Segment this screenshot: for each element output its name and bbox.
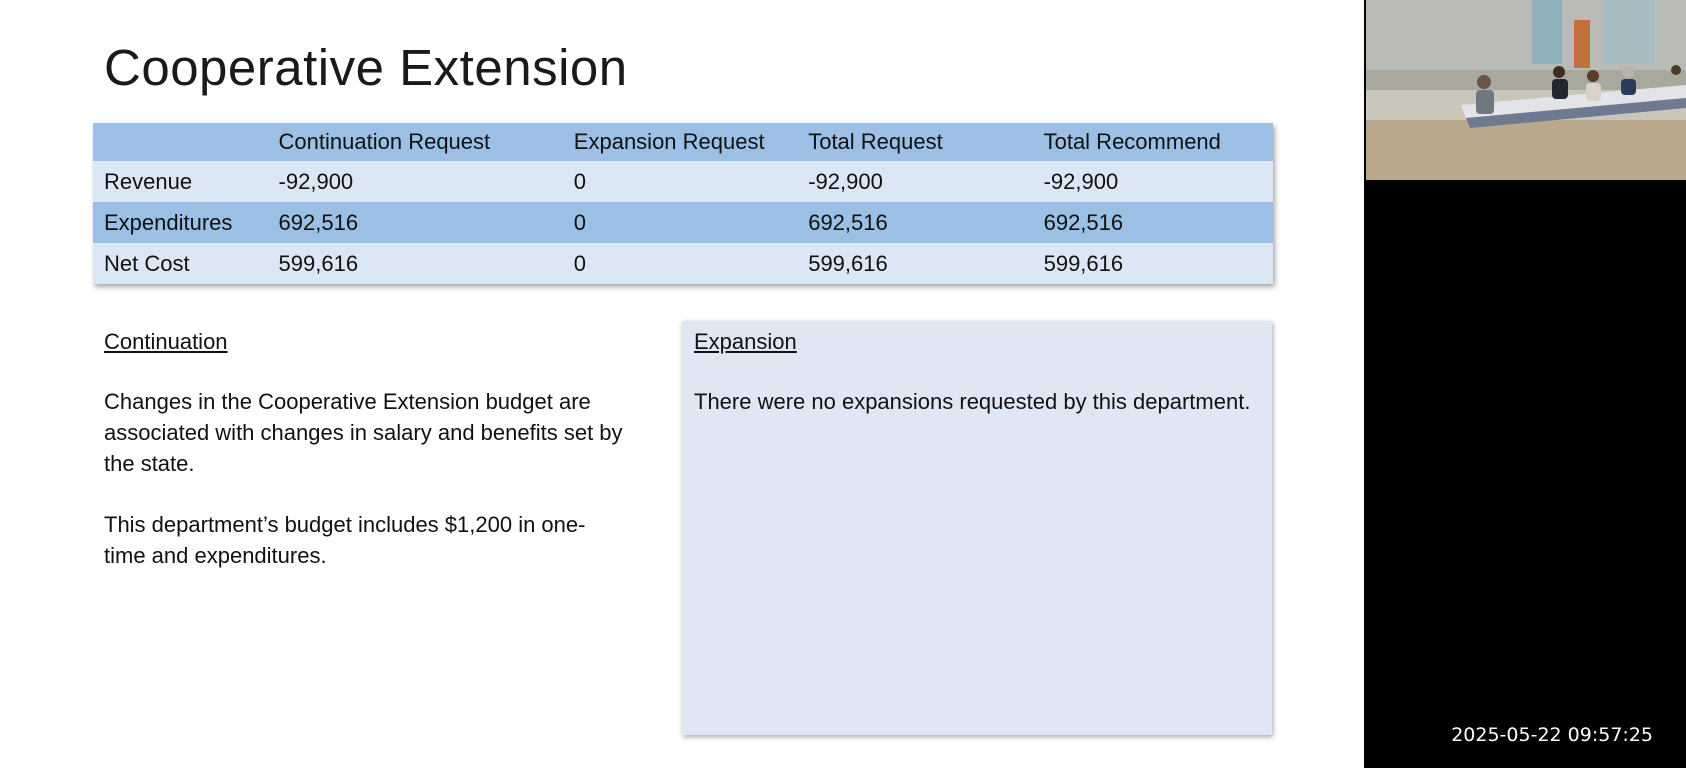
table-row-expenditures bbox=[93, 202, 1273, 243]
cell-total-recommend: 692,516 bbox=[1043, 209, 1124, 235]
row-label: Expenditures bbox=[104, 209, 233, 235]
table-row-net-cost bbox=[93, 243, 1273, 284]
expansion-section bbox=[682, 321, 1272, 735]
video-timestamp: 2025-05-22 09:57:25 bbox=[1451, 724, 1653, 746]
cell-total-request: -92,900 bbox=[808, 168, 883, 194]
budget-table bbox=[93, 123, 1273, 284]
table-header-row bbox=[93, 123, 1273, 161]
expansion-paragraph: There were no expansions requested by this department. bbox=[694, 389, 1251, 414]
header-total-recommend: Total Recommend bbox=[1043, 129, 1221, 154]
meeting-room-image bbox=[1366, 0, 1686, 180]
header-expansion-request: Expansion Request bbox=[573, 129, 765, 154]
cell-total-request: 692,516 bbox=[808, 209, 888, 235]
cell-total-request: 599,616 bbox=[808, 250, 888, 276]
meeting-video-feed bbox=[1366, 0, 1686, 180]
expansion-heading: Expansion bbox=[694, 329, 797, 354]
cell-continuation: 599,616 bbox=[278, 250, 359, 276]
continuation-paragraph-2: This department’s budget includes $1,200 in one-time and expenditures. bbox=[104, 512, 586, 568]
continuation-section bbox=[104, 326, 624, 601]
cell-total-recommend: 599,616 bbox=[1043, 250, 1124, 276]
header-total-request: Total Request bbox=[808, 129, 943, 154]
slide-title: Cooperative Extension bbox=[104, 39, 628, 96]
cell-expansion: 0 bbox=[573, 168, 587, 194]
cell-continuation: 692,516 bbox=[278, 209, 359, 235]
continuation-paragraph-1: Changes in the Cooperative Extension budget are associated with changes in salary and benefits set by the state. bbox=[104, 389, 623, 476]
cell-expansion: 0 bbox=[573, 209, 587, 235]
table-row-revenue bbox=[93, 161, 1273, 202]
header-continuation-request: Continuation Request bbox=[278, 129, 491, 154]
row-label: Net Cost bbox=[104, 250, 190, 276]
cell-expansion: 0 bbox=[573, 250, 587, 276]
cell-total-recommend: -92,900 bbox=[1043, 168, 1119, 194]
cell-continuation: -92,900 bbox=[278, 168, 354, 194]
row-label: Revenue bbox=[104, 168, 193, 194]
continuation-heading: Continuation bbox=[104, 329, 228, 354]
